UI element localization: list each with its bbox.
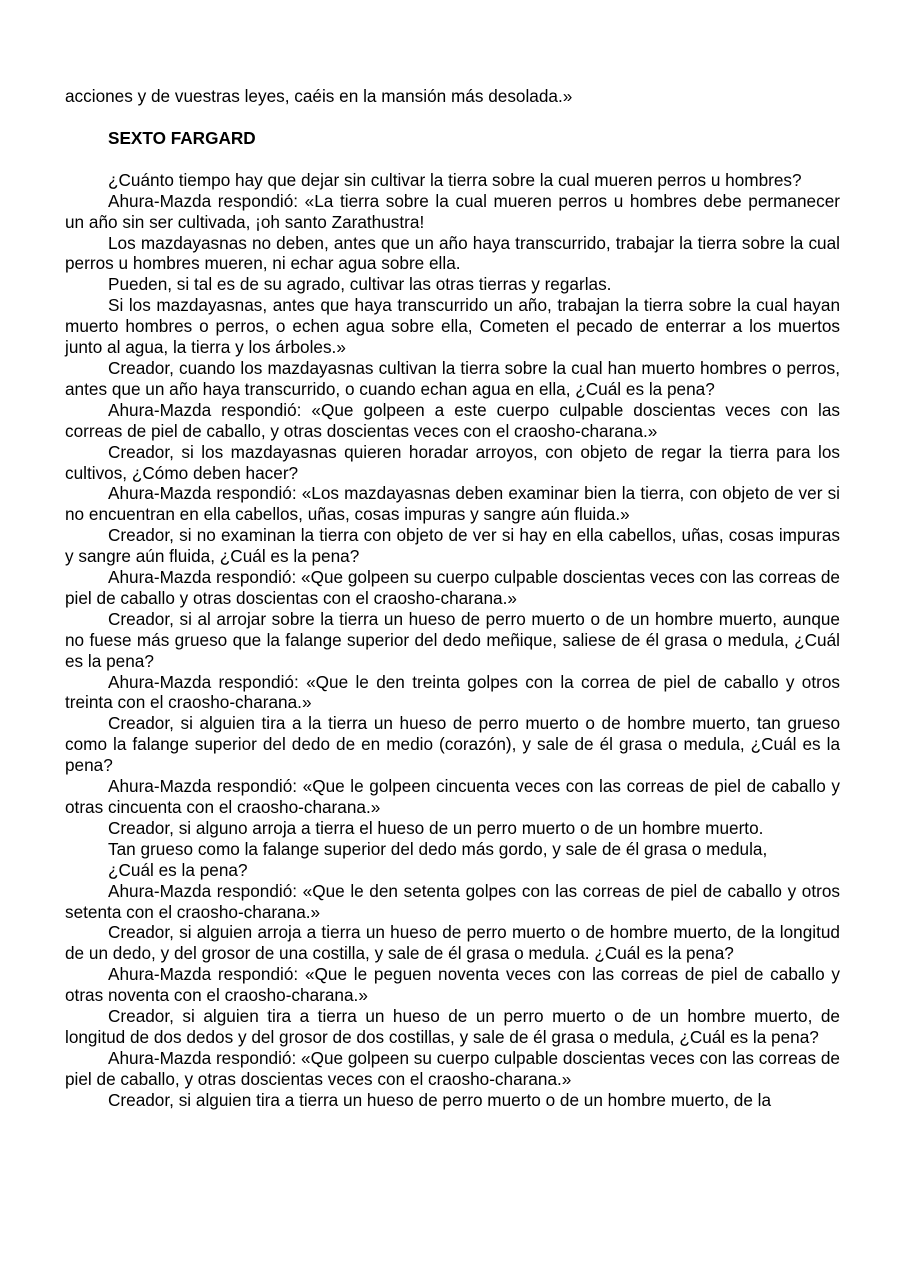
- paragraph: Creador, si alguien tira a tierra un hueso de perro muerto o de un hombre muerto, de la: [108, 1089, 772, 1110]
- paragraph: ¿Cuánto tiempo hay que dejar sin cultivar la tierra sobre la cual mueren perros u hombres?: [108, 169, 802, 190]
- chapter-heading: SEXTO FARGARD: [108, 127, 256, 148]
- document-page: [65, 86, 840, 1111]
- paragraph: Ahura-Mazda respondió: «Que le peguen noventa veces con las correas de piel de caballo y otras noventa con el craosho-charana.»: [65, 964, 840, 1006]
- paragraph: Ahura-Mazda respondió: «Que golpeen a este cuerpo culpable doscientas veces con las correas de piel de caballo, y otras doscientas veces con el craosho-charana.»: [65, 399, 840, 441]
- paragraph: Creador, si no examinan la tierra con objeto de ver si hay en ella cabellos, uñas, cosas impuras y sangre aún fluida, ¿Cuál es la pena?: [65, 525, 840, 567]
- paragraph: Creador, si alguien tira a la tierra un hueso de perro muerto o de hombre muerto, tan grueso como la falange superior del dedo de en medio (corazón), y sale de él grasa o medula, ¿Cuál es la pena?: [65, 713, 840, 776]
- paragraph: Ahura-Mazda respondió: «Que golpeen su cuerpo culpable doscientas veces con las correas de piel de caballo, y otras doscientas veces con el craosho-charana.»: [65, 1047, 840, 1089]
- paragraph: Ahura-Mazda respondió: «Que le golpeen cincuenta veces con las correas de piel de caballo y otras cincuenta con el craosho-charana.»: [65, 776, 840, 817]
- paragraph: Creador, si los mazdayasnas quieren horadar arroyos, con objeto de regar la tierra para los cultivos, ¿Cómo deben hacer?: [65, 441, 840, 483]
- paragraph: Pueden, si tal es de su agrado, cultivar las otras tierras y regarlas.: [108, 274, 612, 295]
- paragraph: Creador, si alguien tira a tierra un hueso de un perro muerto o de un hombre muerto, de longitud de dos dedos y del grosor de dos costillas, y sale de él grasa o medula, ¿Cuál es la pena?: [65, 1006, 840, 1047]
- paragraph: Creador, si al arrojar sobre la tierra un hueso de perro muerto o de un hombre muerto, aunque no fuese más grueso que la falange superior del dedo meñique, saliese de él grasa o medula, ¿Cuál es la pena?: [65, 608, 840, 671]
- paragraph: Ahura-Mazda respondió: «La tierra sobre la cual mueren perros u hombres debe permanecer un año sin ser cultivada, ¡oh santo Zarathustra!: [65, 190, 840, 232]
- spacer: [65, 107, 840, 128]
- paragraph: Tan grueso como la falange superior del dedo más gordo, y sale de él grasa o medula,: [108, 838, 768, 859]
- paragraph: Ahura-Mazda respondió: «Que le den treinta golpes con la correa de piel de caballo y otros treinta con el craosho-charana.»: [65, 671, 840, 713]
- spacer: [65, 149, 840, 170]
- paragraph: Los mazdayasnas no deben, antes que un año haya transcurrido, trabajar la tierra sobre la cual perros u hombres mueren, ni echar agua sobre ella.: [65, 232, 840, 274]
- paragraph: Si los mazdayasnas, antes que haya transcurrido un año, trabajan la tierra sobre la cual hayan muerto hombres o perros, o echen agua sobre ella, Cometen el pecado de enterrar a los muertos junto al agua, la tierra y los árboles.»: [65, 295, 840, 358]
- paragraph: ¿Cuál es la pena?: [108, 859, 248, 880]
- paragraph: Creador, si alguien arroja a tierra un hueso de perro muerto o de hombre muerto, de la longitud de un dedo, y del grosor de una costilla, y sale de él grasa o medula. ¿Cuál es la pena?: [65, 922, 840, 964]
- paragraph: Ahura-Mazda respondió: «Los mazdayasnas deben examinar bien la tierra, con objeto de ver si no encuentran en ella cabellos, uñas, cosas impuras y sangre aún fluida.»: [65, 483, 840, 525]
- paragraph: Ahura-Mazda respondió: «Que le den setenta golpes con las correas de piel de caballo y otros setenta con el craosho-charana.»: [65, 880, 840, 922]
- paragraph: Creador, cuando los mazdayasnas cultivan la tierra sobre la cual han muerto hombres o perros, antes que un año haya transcurrido, o cuando echan agua en ella, ¿Cuál es la pena?: [65, 357, 840, 399]
- opening-fragment: acciones y de vuestras leyes, caéis en la mansión más desolada.»: [65, 86, 573, 106]
- paragraph: Creador, si alguno arroja a tierra el hueso de un perro muerto o de un hombre muerto.: [108, 817, 764, 838]
- paragraph: Ahura-Mazda respondió: «Que golpeen su cuerpo culpable doscientas veces con las correas de piel de caballo y otras doscientas con el craosho-charana.»: [65, 567, 840, 608]
